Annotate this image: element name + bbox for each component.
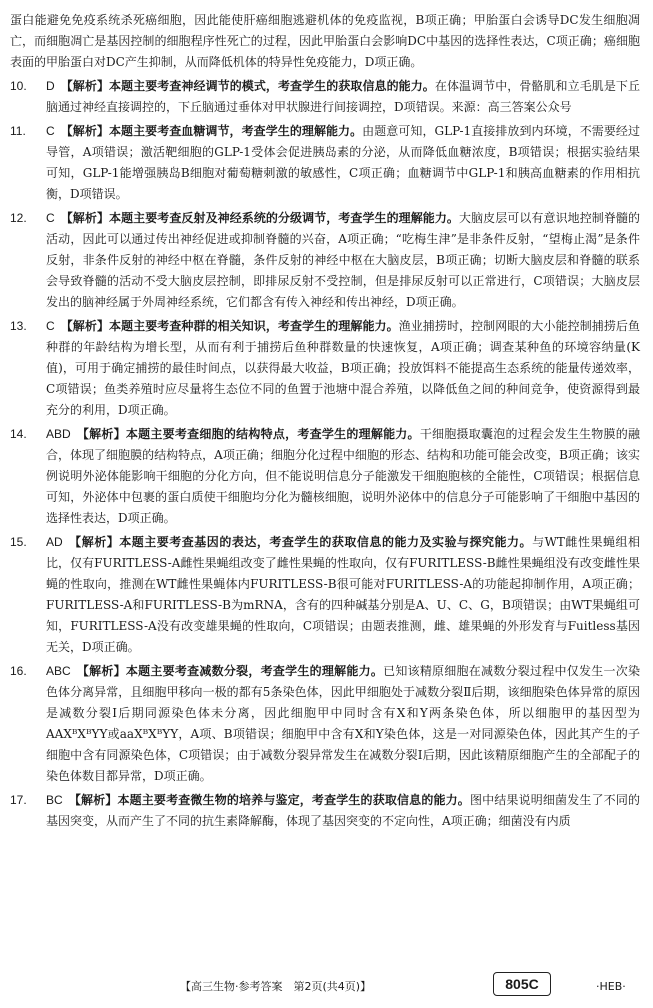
analysis-text: 与WT雌性果蝇组相比，仅有FURITLESS-A雌性果蝇组改变了雌性果蝇的性取向，仅有FURITLESS-B雌性果蝇组没有改变雌性果蝇的性取向，推测在WT雌性果蝇体内FURITLESS-B很可能对FURITLESS-A的功能起抑制作用，A项正确；FURITLESS-A和FURITLESS-B为mRNA，含有的四种碱基分别是A、U、C、G，B项错误；由WT果蝇组可知，FURITLESS-A没有改变雄果蝇的性取向，C项错误；由题表推测，雌、雄果蝇的外形发育与Fuitless基因无关，D项正确。 <box>46 535 640 654</box>
answer-item <box>10 208 640 313</box>
analysis-tag: 【解析】 <box>60 211 110 225</box>
answer-item <box>10 424 640 529</box>
analysis-tag: 【解析】 <box>60 79 110 93</box>
answer-number: 12. <box>10 211 27 225</box>
analysis-text: 已知该精原细胞在减数分裂过程中仅发生一次染色体分离异常，且细胞甲移向一极的都有5条染色体，因此甲细胞处于减数分裂Ⅱ后期，该细胞染色体异常的原因是减数分裂Ⅰ后期同源染色体未分离，因此细胞甲中同时含有X和Y两条染色体，所以细胞甲的基因型为AAXᴮXᴮYY或aaXᴮXᴮYY，A项、B项错误；细胞甲中含有X和Y染色体，这是一对同源染色体，因此其产生的子细胞中含有同源染色体，C项错误；由于减数分裂异常发生在减数分裂Ⅰ后期，因此该精原细胞产生的全部配子的染色体数目都异常，D项正确。 <box>46 664 640 783</box>
answer-number: 17. <box>10 793 27 807</box>
answer-choice: C <box>46 124 55 138</box>
analysis-lead: 本题主要考查减数分裂，考查学生的理解能力。 <box>125 664 384 678</box>
answer-number: 11. <box>10 124 26 138</box>
answer-number: 13. <box>10 319 27 333</box>
answer-choice: BC <box>46 793 63 807</box>
answer-number: 15. <box>10 535 27 549</box>
answer-choice: C <box>46 319 55 333</box>
footer-code-badge: 805C <box>493 972 551 996</box>
analysis-tag: 【解析】 <box>60 124 109 138</box>
answer-list <box>10 76 640 832</box>
answer-choice: ABD <box>46 427 71 441</box>
answer-number: 16. <box>10 664 27 678</box>
answer-item <box>10 532 640 658</box>
answer-choice: AD <box>46 535 63 549</box>
analysis-lead: 本题主要考查微生物的培养与鉴定，考查学生的获取信息的能力。 <box>117 793 470 807</box>
analysis-text: 图中结果说明细菌发生了不同的基因突变，从而产生了不同的抗生素降解酶，体现了基因突变的不定向性，A项正确；细菌没有内质 <box>46 793 640 828</box>
answer-item <box>10 790 640 832</box>
answer-choice: C <box>46 211 55 225</box>
analysis-tag: 【解析】 <box>76 664 126 678</box>
analysis-tag: 【解析】 <box>68 793 118 807</box>
analysis-lead: 本题主要考查神经调节的模式，考查学生的获取信息的能力。 <box>109 79 435 93</box>
answer-item <box>10 121 640 205</box>
analysis-text: 由题意可知，GLP-1直接排放到内环境，不需要经过导管，A项错误；激活靶细胞的GLP-1受体会促进胰岛素的分泌，从而降低血糖浓度，B项错误；根据实验结果可知，GLP-1能增强胰岛B细胞对葡萄糖刺激的敏感性，C项正确；血糖调节中GLP-1和胰高血糖素的作用相抗衡，D项错误。 <box>46 124 640 201</box>
answer-content <box>10 10 640 835</box>
page-footer <box>0 972 653 998</box>
footer-title: 【高三生物·参考答案 第2页(共4页)】 <box>180 980 372 993</box>
analysis-lead: 本题主要考查细胞的结构特点，考查学生的理解能力。 <box>125 427 420 441</box>
answer-number: 14. <box>10 427 27 441</box>
analysis-tag: 【解析】 <box>60 319 110 333</box>
answer-choice: D <box>46 79 55 93</box>
analysis-text: 大脑皮层可以有意识地控制脊髓的活动，因此可以通过传出神经促进或抑制脊髓的兴奋，A项正确；“吃梅生津”是非条件反射，“望梅止渴”是条件反射，非条件反射的神经中枢在脊髓，条件反射的神经中枢在大脑皮层，B项正确；切断大脑皮层和脊髓的联系会导致脊髓的活动不受大脑皮层控制，即排尿反射不受控制，但是排尿反射可以正常进行，C项错误；大脑皮层发出的脑神经属于外周神经系统，它们都含有传入神经和传出神经，D项正确。 <box>46 211 640 309</box>
footer-region: ·HEB· <box>596 980 626 993</box>
analysis-lead: 本题主要考查种群的相关知识，考查学生的理解能力。 <box>109 319 399 333</box>
analysis-lead: 本题主要考查血糖调节，考查学生的理解能力。 <box>108 124 363 138</box>
answer-item <box>10 661 640 787</box>
analysis-tag: 【解析】 <box>76 427 126 441</box>
analysis-text: 在体温调节中，骨骼肌和立毛肌是下丘脑通过神经直接调控的，下丘脑通过垂体对甲状腺进行间接调控，D项错误。来源：高三答案公众号 <box>46 79 640 114</box>
answer-number: 10. <box>10 79 27 93</box>
answer-item <box>10 316 640 421</box>
answer-item <box>10 76 640 118</box>
continuation-paragraph: 蛋白能避免免疫系统杀死癌细胞，因此能使肝癌细胞逃避机体的免疫监视，B项正确；甲胎蛋白会诱导DC发生细胞凋亡，而细胞凋亡是基因控制的细胞程序性死亡的过程，因此甲胎蛋白会影响DC中基因的选择性表达，C项正确；癌细胞表面的甲胎蛋白对DC产生抑制，从而降低机体的特异性免疫能力，D项正确。 <box>10 13 640 69</box>
analysis-tag: 【解析】 <box>68 535 120 549</box>
analysis-text: 渔业捕捞时，控制网眼的大小能控制捕捞后鱼种群的年龄结构为增长型，从而有利于捕捞后鱼种群数量的快速恢复，A项正确；调查某种鱼的环境容纳量(K值)，可用于确定捕捞的最佳时间点，以获得最大收益，B项正确；投放饵料不能提高生态系统的能量传递效率，C项错误；鱼类养殖时应尽量将生态位不同的鱼置于池塘中混合养殖，以降低鱼之间的种间竞争，使资源得到最充分的利用，D项正确。 <box>46 319 640 417</box>
answer-choice: ABC <box>46 664 71 678</box>
analysis-lead: 本题主要考查基因的表达，考查学生的获取信息的能力及实验与探究能力。 <box>119 535 533 549</box>
analysis-lead: 本题主要考查反射及神经系统的分级调节，考查学生的理解能力。 <box>109 211 460 225</box>
analysis-text: 干细胞摄取囊泡的过程会发生生物膜的融合，体现了细胞膜的结构特点，A项正确；细胞分化过程中细胞的形态、结构和功能可能会改变，B项正确；该实例说明外泌体能影响干细胞的分化方向，但不能说明信息分子能激发干细胞胞核的全能性，C项错误；根据信息可知，外泌体中包裹的蛋白质使干细胞均分化为髓核细胞，说明外泌体中的信息分子可能影响了干细胞中基因的选择性表达，D项正确。 <box>46 427 640 525</box>
